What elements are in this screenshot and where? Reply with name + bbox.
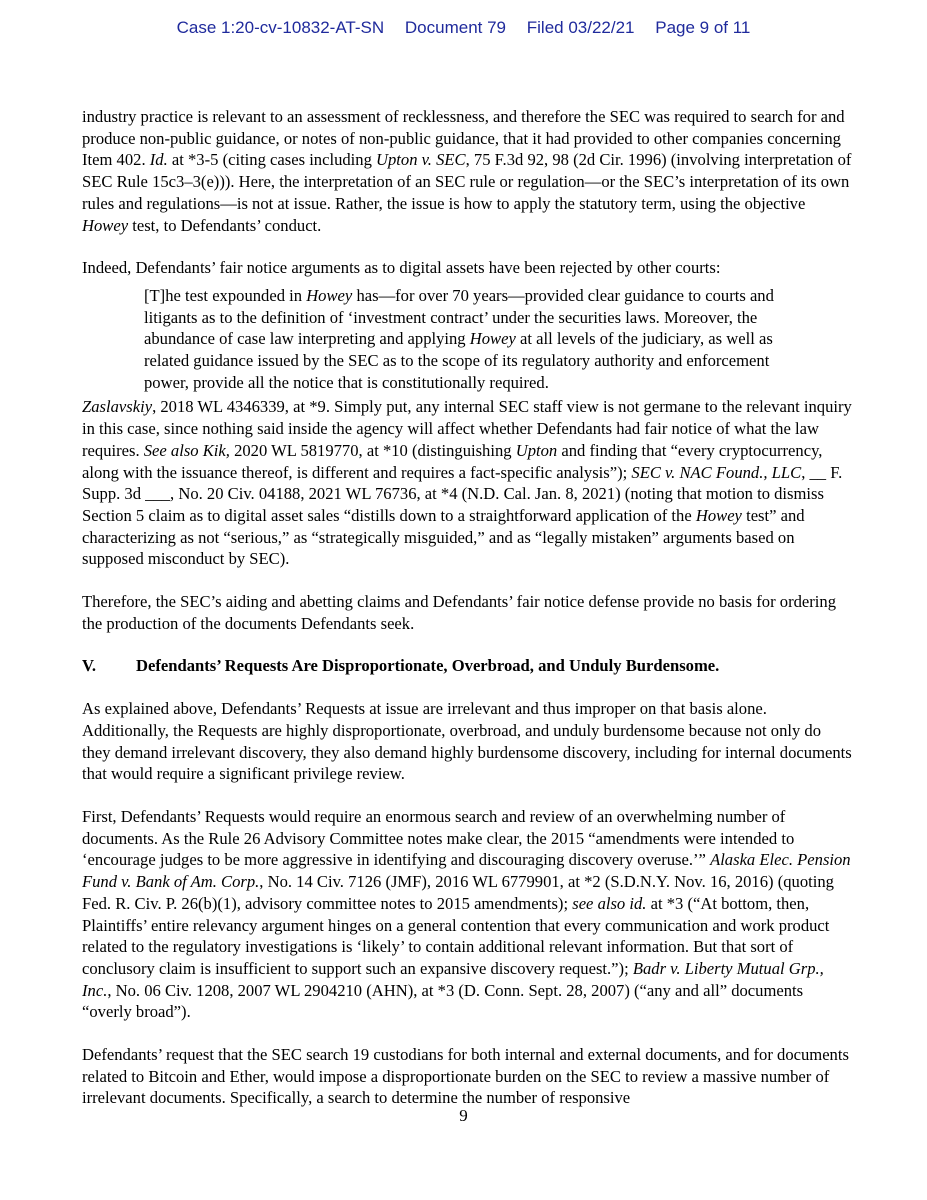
paragraph-5: As explained above, Defendants’ Requests at issue are irrelevant and thus improper on that basis alone. Additionally, the Requests are highly disproportionate, overbroad, and unduly burdensome because not only do they demand irrelevant discovery, they also demand highly burdensome discovery, including for internal documents that would require a significant privilege review. [82,699,852,784]
document-body [82,106,852,1109]
case-number: Case 1:20-cv-10832-AT-SN [176,18,385,37]
paragraph-6: First, Defendants’ Requests would require an enormous search and review of an overwhelming number of documents. As the Rule 26 Advisory Committee notes make clear, the 2015 “amendments were intended to ‘encourage judges to be more aggressive in identifying and discouraging discovery overuse.’” Alaska Elec. Pension Fund v. Bank of Am. Corp., No. 14 Civ. 7126 (JMF), 2016 WL 6779901, at *2 (S.D.N.Y. Nov. 16, 2016) (quoting Fed. R. Civ. P. 26(b)(1), advisory committee notes to 2015 amendments); see also id. at *3 (“At bottom, then, Plaintiffs’ entire relevancy argument hinges on a general contention that every communication and work product related to the regulatory investigations is ‘likely’ to contain additional relevant information. But that sort of conclusory claim is insufficient to support such an expansive discovery request.”); Badr v. Liberty Mutual Grp., Inc., No. 06 Civ. 1208, 2007 WL 2904210 (AHN), at *3 (D. Conn. Sept. 28, 2007) (“any and all” documents “overly broad”). [82,806,851,1022]
document-number: Document 79 [404,18,507,37]
paragraph-7: Defendants’ request that the SEC search 19 custodians for both internal and external documents, and for documents related to Bitcoin and Ether, would impose a disproportionate burden on the SEC to review a massive number of irrelevant documents. Specifically, a search to determine the number of responsive [82,1045,849,1108]
filed-date: Filed 03/22/21 [526,18,635,37]
block-quote: [T]he test expounded in Howey has—for over 70 years—provided clear guidance to courts and litigants as to the definition of ‘investment contract’ under the securities laws. Moreover, the abundance of case law interpreting and applying Howey at all levels of the judiciary, as well as related guidance issued by the SEC as to the scope of its regulatory authority and enforcement power, provide all the notice that is constitutionally required. [144,285,774,392]
page-count: Page 9 of 11 [655,18,751,37]
section-heading [82,655,852,677]
case-header [0,18,927,38]
paragraph-4: Therefore, the SEC’s aiding and abetting claims and Defendants’ fair notice defense provide no basis for ordering the production of the documents Defendants seek. [82,592,836,633]
section-title: Defendants’ Requests Are Disproportionate, Overbroad, and Unduly Burdensome. [136,656,720,676]
paragraph-3: Zaslavskiy, 2018 WL 4346339, at *9. Simply put, any internal SEC staff view is not germane to the relevant inquiry in this case, since nothing said inside the agency will affect whether Defendants had fair notice of what the law requires. See also Kik, 2020 WL 5819770, at *10 (distinguishing Upton and finding that “every cryptocurrency, along with the issuance thereof, is different and requires a fact-specific analysis”); SEC v. NAC Found., LLC, __ F. Supp. 3d ___, No. 20 Civ. 04188, 2021 WL 76736, at *4 (N.D. Cal. Jan. 8, 2021) (noting that motion to dismiss Section 5 claim as to digital asset sales “distills down to a straightforward application of the Howey test” and characterizing as not “serious,” as “strategically misguided,” and as “legally mistaken” arguments based on supposed misconduct by SEC). [82,397,852,569]
page-number: 9 [459,1106,468,1125]
paragraph-1: industry practice is relevant to an assessment of recklessness, and therefore the SEC was required to search for and produce non-public guidance, or notes of non-public guidance, that it had provided to other companies concerning Item 402. Id. at *3-5 (citing cases including Upton v. SEC, 75 F.3d 92, 98 (2d Cir. 1996) (involving interpretation of SEC Rule 15c3–3(e))). Here, the interpretation of an SEC rule or regulation—or the SEC’s interpretation of its own rules and regulations—is not at issue. Rather, the issue is how to apply the statutory term, using the objective Howey test, to Defendants’ conduct. [82,107,852,235]
section-number: V. [82,656,96,676]
paragraph-2: Indeed, Defendants’ fair notice arguments as to digital assets have been rejected by other courts: [82,258,721,278]
